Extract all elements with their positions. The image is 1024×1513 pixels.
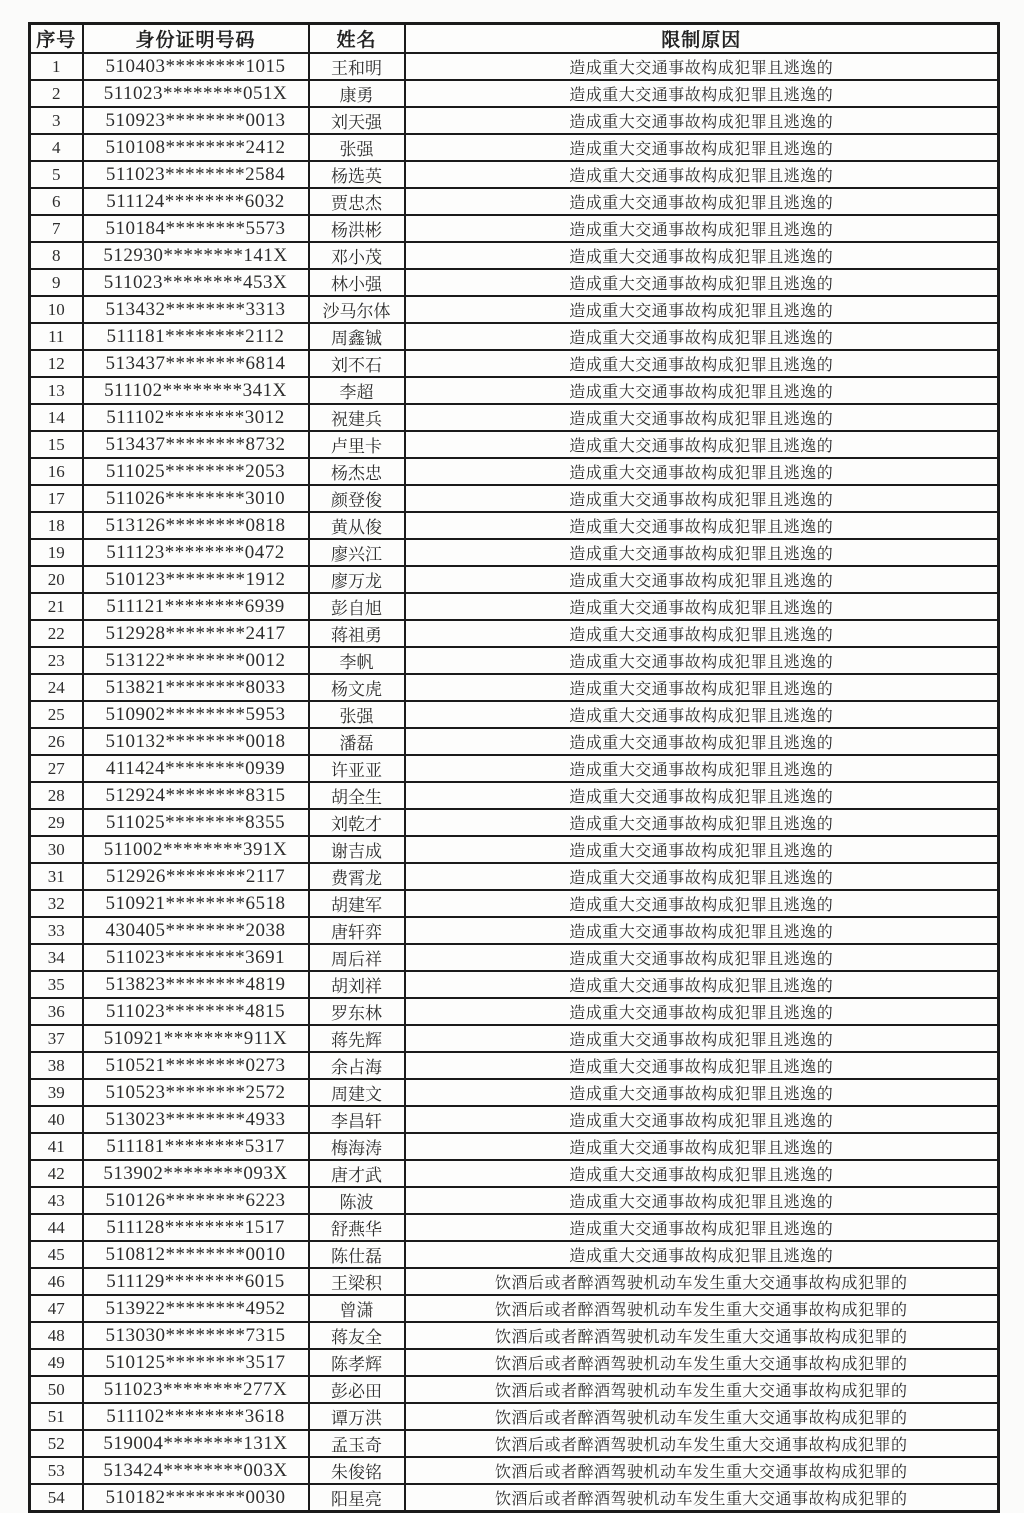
table-row [30,674,999,701]
restriction-reason-cell: 造成重大交通事故构成犯罪且逃逸的 [405,863,999,890]
serial-number-cell: 49 [30,1349,83,1376]
serial-number-cell: 13 [30,377,83,404]
serial-number-cell: 21 [30,593,83,620]
person-name-cell: 颜登俊 [309,485,405,512]
person-name-cell: 谭万洪 [309,1403,405,1430]
table-row [30,971,999,998]
table-row [30,1160,999,1187]
restriction-reason-cell: 造成重大交通事故构成犯罪且逃逸的 [405,350,999,377]
id-number-cell: 510182********0030 [83,1484,309,1512]
id-number-cell: 513432********3313 [83,296,309,323]
restriction-reason-cell: 造成重大交通事故构成犯罪且逃逸的 [405,1241,999,1268]
table-row [30,269,999,296]
table-row [30,728,999,755]
person-name-cell: 谢吉成 [309,836,405,863]
person-name-cell: 周鑫铖 [309,323,405,350]
id-number-cell: 510921********6518 [83,890,309,917]
serial-number-cell: 43 [30,1187,83,1214]
serial-number-cell: 11 [30,323,83,350]
person-name-cell: 祝建兵 [309,404,405,431]
id-number-cell: 510125********3517 [83,1349,309,1376]
table-row [30,1295,999,1322]
serial-number-cell: 20 [30,566,83,593]
header-id-number: 身份证明号码 [83,24,309,54]
serial-number-cell: 34 [30,944,83,971]
person-name-cell: 刘天强 [309,107,405,134]
restriction-reason-cell: 造成重大交通事故构成犯罪且逃逸的 [405,755,999,782]
restriction-reason-cell: 造成重大交通事故构成犯罪且逃逸的 [405,161,999,188]
serial-number-cell: 15 [30,431,83,458]
table-row [30,242,999,269]
table-row [30,836,999,863]
table-row [30,350,999,377]
table-row [30,620,999,647]
serial-number-cell: 44 [30,1214,83,1241]
person-name-cell: 卢里卡 [309,431,405,458]
restriction-reason-cell: 饮酒后或者醉酒驾驶机动车发生重大交通事故构成犯罪的 [405,1268,999,1295]
id-number-cell: 511123********0472 [83,539,309,566]
table-row [30,296,999,323]
id-number-cell: 510126********6223 [83,1187,309,1214]
person-name-cell: 彭自旭 [309,593,405,620]
id-number-cell: 510921********911X [83,1025,309,1052]
serial-number-cell: 40 [30,1106,83,1133]
id-number-cell: 511023********4815 [83,998,309,1025]
restriction-reason-cell: 造成重大交通事故构成犯罪且逃逸的 [405,809,999,836]
serial-number-cell: 51 [30,1403,83,1430]
table-row [30,404,999,431]
serial-number-cell: 10 [30,296,83,323]
table-row [30,863,999,890]
restriction-reason-cell: 饮酒后或者醉酒驾驶机动车发生重大交通事故构成犯罪的 [405,1484,999,1512]
table-row [30,1484,999,1512]
serial-number-cell: 23 [30,647,83,674]
serial-number-cell: 12 [30,350,83,377]
person-name-cell: 费霄龙 [309,863,405,890]
serial-number-cell: 14 [30,404,83,431]
id-number-cell: 511102********3618 [83,1403,309,1430]
serial-number-cell: 46 [30,1268,83,1295]
restriction-reason-cell: 造成重大交通事故构成犯罪且逃逸的 [405,323,999,350]
person-name-cell: 沙马尔体 [309,296,405,323]
table-row [30,1241,999,1268]
table-row [30,80,999,107]
restriction-reason-cell: 造成重大交通事故构成犯罪且逃逸的 [405,566,999,593]
restriction-reason-cell: 造成重大交通事故构成犯罪且逃逸的 [405,377,999,404]
person-name-cell: 杨选英 [309,161,405,188]
person-name-cell: 蒋先辉 [309,1025,405,1052]
table-row [30,782,999,809]
serial-number-cell: 16 [30,458,83,485]
restriction-reason-cell: 造成重大交通事故构成犯罪且逃逸的 [405,485,999,512]
id-number-cell: 510923********0013 [83,107,309,134]
id-number-cell: 513823********4819 [83,971,309,998]
table-header-row [30,24,999,54]
restriction-reason-cell: 饮酒后或者醉酒驾驶机动车发生重大交通事故构成犯罪的 [405,1457,999,1484]
serial-number-cell: 18 [30,512,83,539]
id-number-cell: 513122********0012 [83,647,309,674]
table-row [30,1430,999,1457]
table-row [30,161,999,188]
id-number-cell: 511128********1517 [83,1214,309,1241]
restriction-reason-cell: 造成重大交通事故构成犯罪且逃逸的 [405,593,999,620]
person-name-cell: 廖兴江 [309,539,405,566]
person-name-cell: 李超 [309,377,405,404]
id-number-cell: 513437********8732 [83,431,309,458]
restriction-reason-cell: 造成重大交通事故构成犯罪且逃逸的 [405,1106,999,1133]
id-number-cell: 513902********093X [83,1160,309,1187]
person-name-cell: 杨洪彬 [309,215,405,242]
restriction-reason-cell: 造成重大交通事故构成犯罪且逃逸的 [405,1133,999,1160]
restriction-reason-cell: 造成重大交通事故构成犯罪且逃逸的 [405,53,999,80]
restriction-reason-cell: 造成重大交通事故构成犯罪且逃逸的 [405,782,999,809]
serial-number-cell: 26 [30,728,83,755]
person-name-cell: 罗东林 [309,998,405,1025]
id-number-cell: 511102********3012 [83,404,309,431]
restriction-reason-cell: 造成重大交通事故构成犯罪且逃逸的 [405,539,999,566]
serial-number-cell: 28 [30,782,83,809]
serial-number-cell: 19 [30,539,83,566]
person-name-cell: 蒋友全 [309,1322,405,1349]
id-number-cell: 510812********0010 [83,1241,309,1268]
restriction-reason-cell: 造成重大交通事故构成犯罪且逃逸的 [405,1079,999,1106]
restriction-reason-cell: 造成重大交通事故构成犯罪且逃逸的 [405,836,999,863]
table-row [30,377,999,404]
id-number-cell: 510523********2572 [83,1079,309,1106]
serial-number-cell: 45 [30,1241,83,1268]
person-name-cell: 刘不石 [309,350,405,377]
restriction-reason-cell: 造成重大交通事故构成犯罪且逃逸的 [405,647,999,674]
person-name-cell: 王和明 [309,53,405,80]
table-row [30,1457,999,1484]
person-name-cell: 蒋祖勇 [309,620,405,647]
table-row [30,1106,999,1133]
id-number-cell: 513437********6814 [83,350,309,377]
table-row [30,1025,999,1052]
table-row [30,134,999,161]
person-name-cell: 贾忠杰 [309,188,405,215]
id-number-cell: 511124********6032 [83,188,309,215]
person-name-cell: 李昌轩 [309,1106,405,1133]
person-name-cell: 王梁积 [309,1268,405,1295]
serial-number-cell: 38 [30,1052,83,1079]
serial-number-cell: 32 [30,890,83,917]
id-number-cell: 513424********003X [83,1457,309,1484]
person-name-cell: 梅海涛 [309,1133,405,1160]
serial-number-cell: 36 [30,998,83,1025]
person-name-cell: 康勇 [309,80,405,107]
id-number-cell: 510521********0273 [83,1052,309,1079]
table-row [30,539,999,566]
id-number-cell: 510108********2412 [83,134,309,161]
person-name-cell: 舒燕华 [309,1214,405,1241]
id-number-cell: 511023********3691 [83,944,309,971]
restriction-reason-cell: 造成重大交通事故构成犯罪且逃逸的 [405,1160,999,1187]
table-row [30,647,999,674]
person-name-cell: 朱俊铭 [309,1457,405,1484]
restriction-reason-cell: 饮酒后或者醉酒驾驶机动车发生重大交通事故构成犯罪的 [405,1376,999,1403]
restriction-list-table [28,22,1000,1513]
restriction-reason-cell: 造成重大交通事故构成犯罪且逃逸的 [405,1025,999,1052]
serial-number-cell: 5 [30,161,83,188]
person-name-cell: 陈仕磊 [309,1241,405,1268]
table-row [30,566,999,593]
table-row [30,917,999,944]
serial-number-cell: 24 [30,674,83,701]
serial-number-cell: 41 [30,1133,83,1160]
restriction-reason-cell: 造成重大交通事故构成犯罪且逃逸的 [405,998,999,1025]
table-body [30,53,999,1512]
id-number-cell: 430405********2038 [83,917,309,944]
id-number-cell: 512924********8315 [83,782,309,809]
table-row [30,701,999,728]
id-number-cell: 511181********5317 [83,1133,309,1160]
id-number-cell: 512926********2117 [83,863,309,890]
restriction-reason-cell: 造成重大交通事故构成犯罪且逃逸的 [405,1187,999,1214]
header-person-name: 姓名 [309,24,405,54]
serial-number-cell: 30 [30,836,83,863]
restriction-reason-cell: 造成重大交通事故构成犯罪且逃逸的 [405,458,999,485]
restriction-reason-cell: 造成重大交通事故构成犯罪且逃逸的 [405,890,999,917]
restriction-reason-cell: 造成重大交通事故构成犯罪且逃逸的 [405,728,999,755]
id-number-cell: 511026********3010 [83,485,309,512]
person-name-cell: 唐才武 [309,1160,405,1187]
restriction-reason-cell: 造成重大交通事故构成犯罪且逃逸的 [405,269,999,296]
restriction-reason-cell: 造成重大交通事故构成犯罪且逃逸的 [405,701,999,728]
person-name-cell: 胡建军 [309,890,405,917]
id-number-cell: 510123********1912 [83,566,309,593]
person-name-cell: 李帆 [309,647,405,674]
restriction-reason-cell: 饮酒后或者醉酒驾驶机动车发生重大交通事故构成犯罪的 [405,1430,999,1457]
id-number-cell: 519004********131X [83,1430,309,1457]
table-row [30,1133,999,1160]
id-number-cell: 513030********7315 [83,1322,309,1349]
header-serial-number: 序号 [30,24,83,54]
id-number-cell: 511025********8355 [83,809,309,836]
restriction-reason-cell: 造成重大交通事故构成犯罪且逃逸的 [405,107,999,134]
serial-number-cell: 25 [30,701,83,728]
restriction-reason-cell: 造成重大交通事故构成犯罪且逃逸的 [405,80,999,107]
person-name-cell: 陈孝辉 [309,1349,405,1376]
table-row [30,188,999,215]
person-name-cell: 黄从俊 [309,512,405,539]
restriction-reason-cell: 造成重大交通事故构成犯罪且逃逸的 [405,917,999,944]
serial-number-cell: 2 [30,80,83,107]
serial-number-cell: 4 [30,134,83,161]
restriction-reason-cell: 造成重大交通事故构成犯罪且逃逸的 [405,134,999,161]
table-row [30,1403,999,1430]
person-name-cell: 胡全生 [309,782,405,809]
serial-number-cell: 53 [30,1457,83,1484]
table-row [30,53,999,80]
serial-number-cell: 52 [30,1430,83,1457]
id-number-cell: 511023********277X [83,1376,309,1403]
person-name-cell: 周后祥 [309,944,405,971]
table-row [30,944,999,971]
serial-number-cell: 50 [30,1376,83,1403]
restriction-reason-cell: 饮酒后或者醉酒驾驶机动车发生重大交通事故构成犯罪的 [405,1349,999,1376]
restriction-reason-cell: 造成重大交通事故构成犯罪且逃逸的 [405,1214,999,1241]
restriction-reason-cell: 造成重大交通事故构成犯罪且逃逸的 [405,242,999,269]
person-name-cell: 阳星亮 [309,1484,405,1512]
table-row [30,431,999,458]
serial-number-cell: 22 [30,620,83,647]
person-name-cell: 廖万龙 [309,566,405,593]
person-name-cell: 陈波 [309,1187,405,1214]
table-row [30,1376,999,1403]
id-number-cell: 513023********4933 [83,1106,309,1133]
serial-number-cell: 6 [30,188,83,215]
serial-number-cell: 7 [30,215,83,242]
table-row [30,485,999,512]
restriction-reason-cell: 造成重大交通事故构成犯罪且逃逸的 [405,971,999,998]
person-name-cell: 张强 [309,701,405,728]
person-name-cell: 杨杰忠 [309,458,405,485]
table-row [30,1268,999,1295]
restriction-reason-cell: 造成重大交通事故构成犯罪且逃逸的 [405,296,999,323]
person-name-cell: 曾潇 [309,1295,405,1322]
person-name-cell: 刘乾才 [309,809,405,836]
id-number-cell: 511023********051X [83,80,309,107]
person-name-cell: 潘磊 [309,728,405,755]
person-name-cell: 唐轩弈 [309,917,405,944]
table-row [30,107,999,134]
id-number-cell: 511023********453X [83,269,309,296]
table-row [30,323,999,350]
restriction-reason-cell: 造成重大交通事故构成犯罪且逃逸的 [405,404,999,431]
table-row [30,809,999,836]
id-number-cell: 510132********0018 [83,728,309,755]
table-row [30,1214,999,1241]
header-restriction-reason: 限制原因 [405,24,999,54]
id-number-cell: 511023********2584 [83,161,309,188]
restriction-reason-cell: 饮酒后或者醉酒驾驶机动车发生重大交通事故构成犯罪的 [405,1322,999,1349]
id-number-cell: 411424********0939 [83,755,309,782]
id-number-cell: 510902********5953 [83,701,309,728]
person-name-cell: 杨文虎 [309,674,405,701]
person-name-cell: 余占海 [309,1052,405,1079]
id-number-cell: 511025********2053 [83,458,309,485]
restriction-reason-cell: 造成重大交通事故构成犯罪且逃逸的 [405,1052,999,1079]
serial-number-cell: 48 [30,1322,83,1349]
restriction-reason-cell: 造成重大交通事故构成犯罪且逃逸的 [405,620,999,647]
person-name-cell: 孟玉奇 [309,1430,405,1457]
id-number-cell: 510403********1015 [83,53,309,80]
person-name-cell: 许亚亚 [309,755,405,782]
serial-number-cell: 37 [30,1025,83,1052]
id-number-cell: 511129********6015 [83,1268,309,1295]
table-row [30,512,999,539]
restriction-reason-cell: 饮酒后或者醉酒驾驶机动车发生重大交通事故构成犯罪的 [405,1403,999,1430]
restriction-reason-cell: 造成重大交通事故构成犯罪且逃逸的 [405,944,999,971]
table-row [30,998,999,1025]
person-name-cell: 胡刘祥 [309,971,405,998]
id-number-cell: 511181********2112 [83,323,309,350]
serial-number-cell: 29 [30,809,83,836]
serial-number-cell: 27 [30,755,83,782]
serial-number-cell: 35 [30,971,83,998]
id-number-cell: 513126********0818 [83,512,309,539]
serial-number-cell: 39 [30,1079,83,1106]
restriction-reason-cell: 造成重大交通事故构成犯罪且逃逸的 [405,188,999,215]
serial-number-cell: 31 [30,863,83,890]
table-row [30,593,999,620]
table-row [30,755,999,782]
serial-number-cell: 9 [30,269,83,296]
serial-number-cell: 54 [30,1484,83,1512]
restriction-reason-cell: 饮酒后或者醉酒驾驶机动车发生重大交通事故构成犯罪的 [405,1295,999,1322]
table-row [30,1079,999,1106]
id-number-cell: 513922********4952 [83,1295,309,1322]
table-row [30,1052,999,1079]
restriction-reason-cell: 造成重大交通事故构成犯罪且逃逸的 [405,674,999,701]
restriction-reason-cell: 造成重大交通事故构成犯罪且逃逸的 [405,215,999,242]
id-number-cell: 512930********141X [83,242,309,269]
serial-number-cell: 42 [30,1160,83,1187]
person-name-cell: 邓小茂 [309,242,405,269]
person-name-cell: 张强 [309,134,405,161]
id-number-cell: 510184********5573 [83,215,309,242]
table-row [30,1187,999,1214]
serial-number-cell: 33 [30,917,83,944]
restriction-reason-cell: 造成重大交通事故构成犯罪且逃逸的 [405,512,999,539]
restriction-reason-cell: 造成重大交通事故构成犯罪且逃逸的 [405,431,999,458]
table-row [30,890,999,917]
id-number-cell: 511121********6939 [83,593,309,620]
table-row [30,1349,999,1376]
serial-number-cell: 47 [30,1295,83,1322]
person-name-cell: 彭必田 [309,1376,405,1403]
serial-number-cell: 8 [30,242,83,269]
serial-number-cell: 1 [30,53,83,80]
id-number-cell: 513821********8033 [83,674,309,701]
person-name-cell: 周建文 [309,1079,405,1106]
table-row [30,215,999,242]
table-row [30,458,999,485]
id-number-cell: 511102********341X [83,377,309,404]
id-number-cell: 512928********2417 [83,620,309,647]
person-name-cell: 林小强 [309,269,405,296]
id-number-cell: 511002********391X [83,836,309,863]
serial-number-cell: 3 [30,107,83,134]
serial-number-cell: 17 [30,485,83,512]
